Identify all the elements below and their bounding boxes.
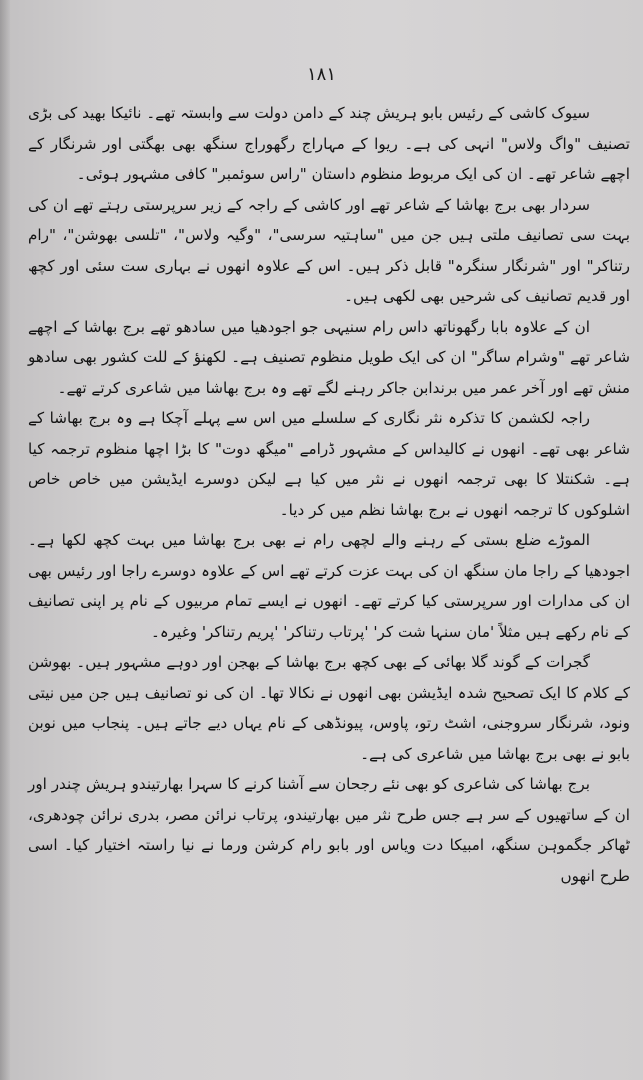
paragraph-2: سردار بھی برج بھاشا کے شاعر تھے اور کاشی کے راجہ کے زیر سرپرستی رہتے تھے ان کی بہت سی تصانیف ملتی ہیں جن میں "ساہتیہ سرسی"، "وگیہ ولاس"، "تلسی بھوشن"، "رام رتناکر" اور "شرنگار سنگرہ" قابل ذکر ہیں۔ اس کے علاوہ انھوں نے بہاری ست سئی اور کچھ اور قدیم تصانیف کی شرحیں بھی لکھی ہیں۔ (28, 195, 630, 305)
paragraph-6: گجرات کے گوند گلا بھائی کے بھی کچھ برج بھاشا کے بھجن اور دوہے مشہور ہیں۔ بھوشن کے کلام کا ایک تصحیح شدہ ایڈیشن بھی انھوں نے نکالا تھا۔ ان کی نو تصانیف ہیں جن میں نیتی ونود، شرنگار سروجنی، اشٹ رتو، پاوس، پیونڈھی کے نام یہاں دیے جاتے ہیں۔ پنجاب میں نوبن بابو نے بھی برج بھاشا میں شاعری کی ہے۔ (28, 653, 630, 763)
page-binding-shadow (0, 0, 10, 1080)
paragraph-1: سیوک کاشی کے رئیس بابو ہریش چند کے دامن دولت سے وابستہ تھے۔ نائیکا بھید کی بڑی تصنیف "واگ ولاس" انہی کی ہے۔ ریوا کے مہاراج رگھوراج سنگھ بھی بھگتی اور شرنگار کے اچھے شاعر تھے۔ ان کی ایک مربوط منظوم داستان "راس سوئمبر" کافی مشہور ہوئی۔ (28, 104, 630, 183)
paragraph-5: الموڑے ضلع بستی کے رہنے والے لچھی رام نے بھی برج بھاشا میں بہت کچھ لکھا ہے۔ اجودھیا کے راجا مان سنگھ ان کی بہت عزت کرتے تھے اس کے علاوہ دوسرے راجا اور رئیس بھی ان کی مدارات اور سرپرستی کیا کرتے تھے۔ انھوں نے ایسے تمام مربیوں کے نام پر اپنی تصانیف کے نام رکھے ہیں مثلاً 'مان سنہا شت کر' 'پرتاب رتناکر' 'پریم رتناکر' وغیرہ۔ (28, 531, 630, 641)
urdu-body-text (28, 98, 630, 891)
page-number: ۱۸۱ (306, 64, 336, 85)
paragraph-7: برج بھاشا کی شاعری کو بھی نئے رجحان سے آشنا کرنے کا سہرا بھارتیندو ہریش چندر اور ان کے ساتھیوں کے سر ہے جس طرح نثر میں بھارتیندو، پرتاب نرائن مصر، بدری نرائن چودھری، ٹھاکر جگموہن سنگھ، امبیکا دت ویاس اور بابو رام کرشن ورما نے نیا راستہ اختیار کیا۔ اسی طرح انھوں (28, 775, 630, 885)
paragraph-3: ان کے علاوہ بابا رگھوناتھ داس رام سنیہی جو اجودھیا میں سادھو تھے برج بھاشا کے اچھے شاعر تھے "وشرام ساگر" ان کی ایک طویل منظوم تصنیف ہے۔ لکھنؤ کے للت کشور بھی سادھو منش تھے اور آخر عمر میں برندابن جاکر رہنے لگے تھے وہ برج بھاشا میں شاعری کرتے تھے۔ (28, 317, 630, 397)
paragraph-4: راجہ لکشمن کا تذکرہ نثر نگاری کے سلسلے میں اس سے پہلے آچکا ہے وہ برج بھاشا کے شاعر بھی تھے۔ انھوں نے کالیداس کے مشہور ڈرامے "میگھ دوت" کا بڑا اچھا منظوم ترجمہ کیا ہے۔ شکنتلا کا بھی ترجمہ انھوں نے نثر میں کیا ہے لیکن دوسرے ایڈیشن میں خاص خاص اشلوکوں کا ترجمہ انھوں نے برج بھاشا نظم میں کر دیا۔ (28, 409, 630, 519)
